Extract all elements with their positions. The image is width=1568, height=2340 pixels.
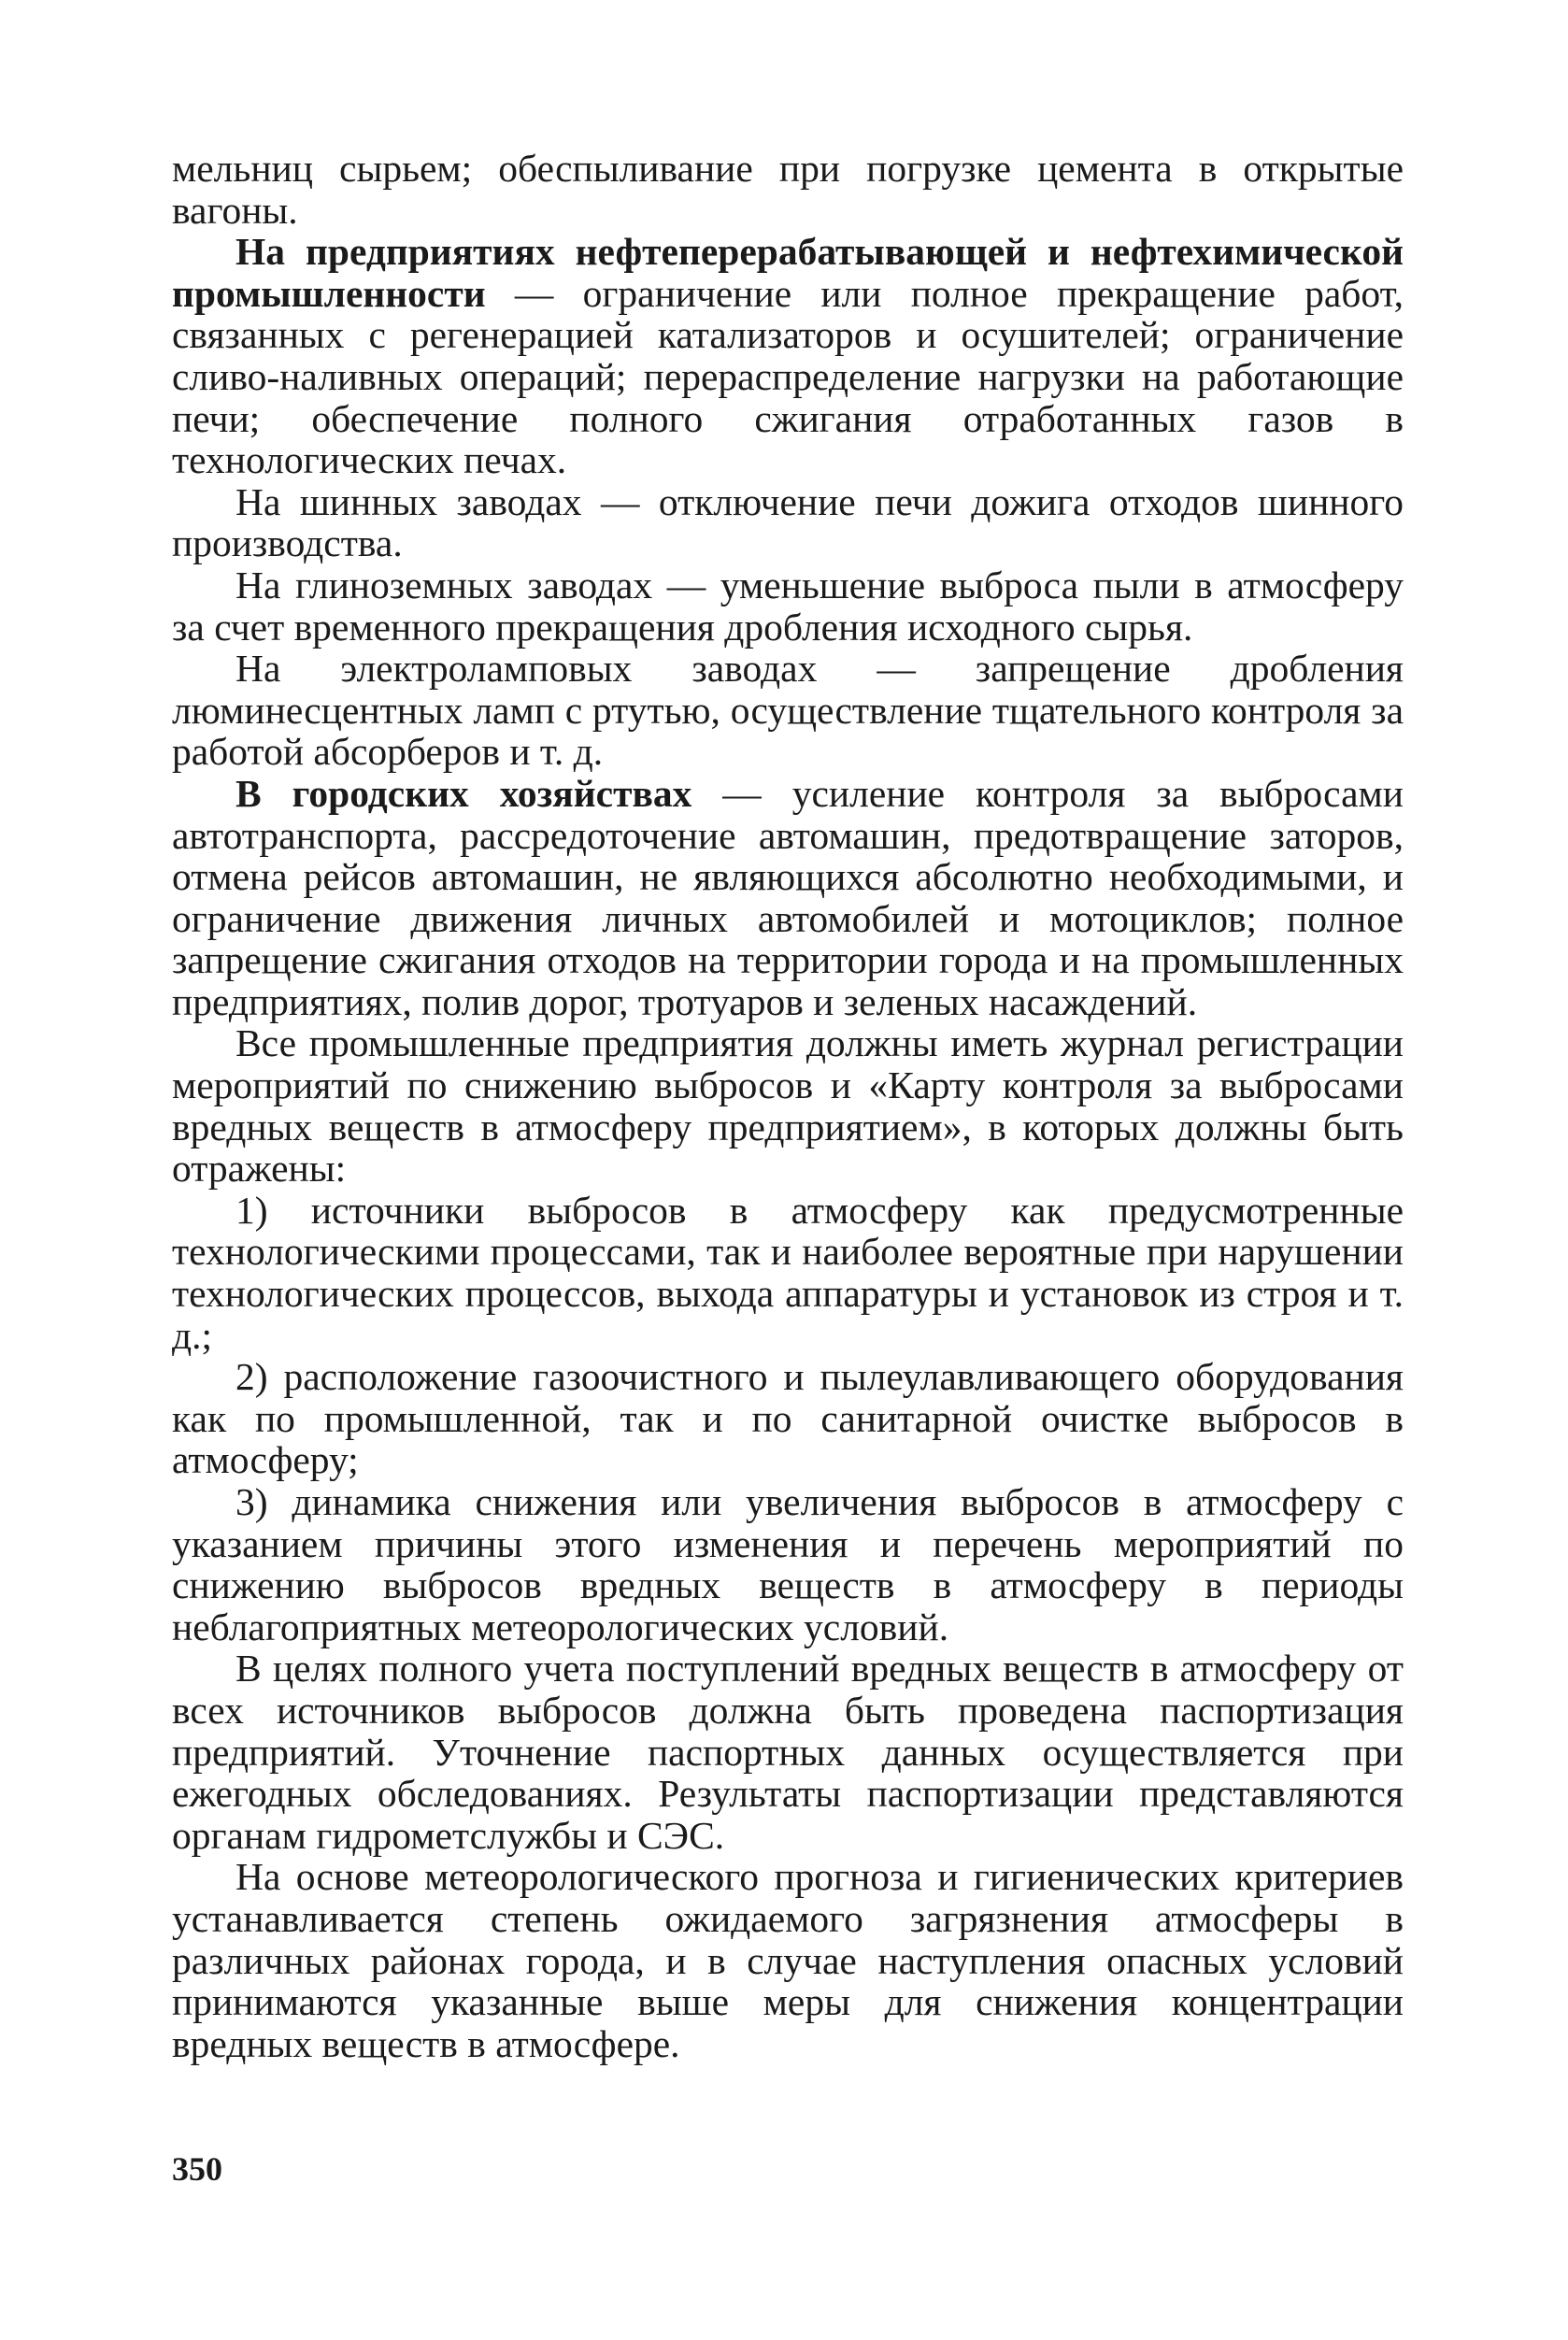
paragraph-10 [172, 1648, 1404, 1856]
paragraph-3 [172, 564, 1404, 648]
list-item-3-text: 3) динамика снижения или увеличения выбросов в атмосферу с указанием причины этого изменения и перечень мероприятий по снижению выбросов вредных веществ в атмосферу в периоды неблагоприятных метеорологических условий. [172, 1480, 1404, 1648]
paragraph-0-text: мельниц сырьем; обеспыливание при погрузке цемента в открытые вагоны. [172, 147, 1404, 232]
paragraph-3-text: На глиноземных заводах — уменьшение выброса пыли в атмосферу за счет временного прекращения дробления исходного сырья. [172, 563, 1404, 649]
list-item-3 [172, 1481, 1404, 1648]
page-body [172, 148, 1404, 2064]
paragraph-6 [172, 1022, 1404, 1189]
paragraph-1-bold-lead: На предприятиях нефтеперерабатывающей и нефтехимической промышленности [172, 230, 1404, 315]
paragraph-10-text: В целях полного учета поступлений вредных веществ в атмосферу от всех источников выбросов должна быть проведена паспортизация предприятий. Уточнение паспортных данных осуществляется при ежегодных обследованиях. Результаты паспортизации представляются органам гидрометслужбы и СЭС. [172, 1647, 1404, 1857]
paragraph-5-bold-lead: В городских хозяйствах [235, 771, 692, 815]
list-item-1 [172, 1190, 1404, 1356]
paragraph-2-text: На шинных заводах — отключение печи дожига отходов шинного производства. [172, 479, 1404, 565]
paragraph-2 [172, 481, 1404, 564]
list-item-2-text: 2) расположение газоочистного и пылеулавливающего оборудования как по промышленной, так и по санитарной очистке выбросов в атмосферу; [172, 1355, 1404, 1482]
paragraph-6-text: Все промышленные предприятия должны иметь журнал регистрации мероприятий по снижению выбросов и «Карту контроля за выбросами вредных веществ в атмосферу предприятием», в которых должны быть отражены: [172, 1021, 1404, 1191]
paragraph-5 [172, 773, 1404, 1023]
paragraph-4 [172, 648, 1404, 773]
page-number: 350 [172, 2150, 222, 2188]
paragraph-11-text: На основе метеорологического прогноза и гигиенических критериев устанавливается степень ожидаемого загрязнения атмосферы в различных районах города, и в случае наступления опасных условий принимаются указанные выше меры для снижения концентрации вредных веществ в атмосфере. [172, 1855, 1404, 2065]
paragraph-11 [172, 1856, 1404, 2064]
paragraph-1-text: — ограничение или полное прекращение работ, связанных с регенерацией катализаторов и осушителей; ограничение сливо-наливных операций; перераспределение нагрузки на работающие печи; обеспечение полного сжигания отработанных газов в технологических печах. [172, 271, 1404, 482]
list-item-2 [172, 1356, 1404, 1481]
paragraph-4-text: На электроламповых заводах — запрещение дробления люминесцентных ламп с ртутью, осуществление тщательного контроля за работой абсорберов и т. д. [172, 647, 1404, 774]
list-item-1-text: 1) источники выбросов в атмосферу как предусмотренные технологическими процессами, так и наиболее вероятные при нарушении технологических процессов, выхода аппаратуры и установок из строя и т. д.; [172, 1188, 1404, 1357]
paragraph-0 [172, 148, 1404, 231]
paragraph-5-text: — усиление контроля за выбросами автотранспорта, рассредоточение автомашин, предотвращение заторов, отмена рейсов автомашин, не являющихся абсолютно необходимыми, и ограничение движения личных автомобилей и мотоциклов; полное запрещение сжигания отходов на территории города и на промышленных предприятиях, полив дорог, тротуаров и зеленых насаждений. [172, 771, 1404, 1023]
paragraph-1 [172, 231, 1404, 481]
